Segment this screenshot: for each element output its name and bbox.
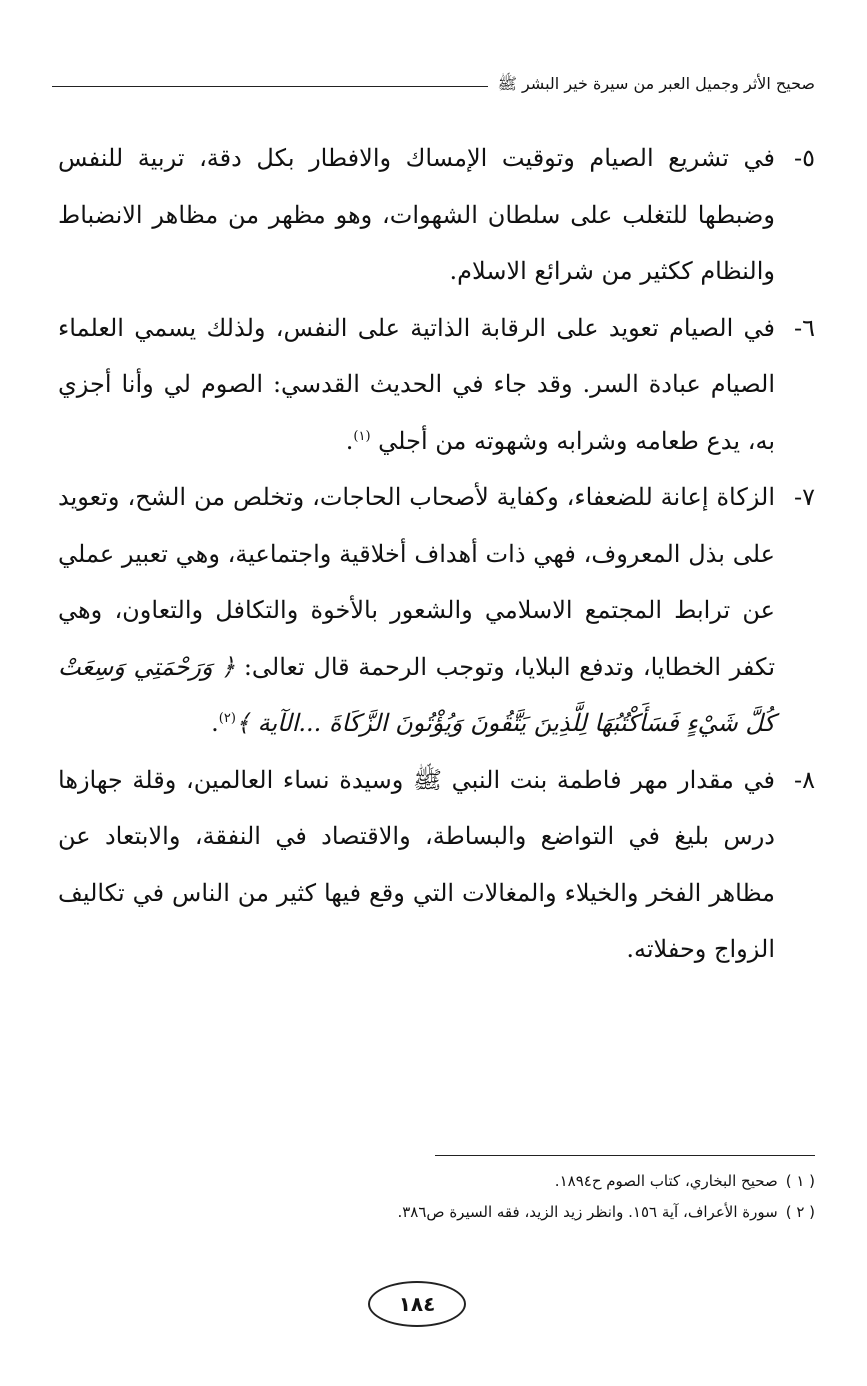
- footnote-1: [58, 1166, 815, 1197]
- paragraph-5: [58, 130, 815, 300]
- header-rule: [52, 86, 488, 87]
- paragraph-text: الزكاة إعانة للضعفاء، وكفاية لأصحاب الحاجات، وتخلص من الشح، وتعويد على بذل المعروف، فهي ذات أهداف أخلاقية واجتماعية، وهي تعبير عملي عن ترابط المجتمع الاسلامي والشعور بالأخوة والتكافل والتعاون، وهي تكفر الخطايا، وتدفع البلايا، وتوجب الرحمة قال تعالى:: [58, 483, 775, 681]
- quran-verse: ﴿ وَرَحْمَتِي وَسِعَتْ كُلَّ شَيْءٍ فَسَأَكْتُبُهَا لِلَّذِينَ يَتَّقُونَ وَيُؤْتُونَ الزَّكَاةَ ...الآية ﴾: [58, 652, 775, 737]
- running-header-title: صحيح الأثر وجميل العبر من سيرة خير البشر ﷺ: [497, 73, 815, 93]
- main-text: [58, 130, 815, 978]
- page-number: ١٨٤: [368, 1281, 466, 1327]
- footnote-reference[interactable]: (٢): [218, 711, 236, 726]
- paragraph-6: [58, 300, 815, 470]
- paragraph-text: في مقدار مهر فاطمة بنت النبي ﷺ وسيدة نساء العالمين، وقلة جهازها درس بليغ في التواضع والبساطة، والاقتصاد في النفقة، والابتعاد عن مظاهر الفخر والخيلاء والمغالات التي وقع فيها كثير من الناس في تكاليف الزواج وحفلاته.: [58, 765, 775, 963]
- paragraph-text: في الصيام تعويد على الرقابة الذاتية على النفس، ولذلك يسمي العلماء الصيام عبادة السر. وقد جاء في الحديث القدسي: الصوم لي وأنا أجزي به، يدع طعامه وشرابه وشهوته من أجلي: [58, 313, 775, 455]
- paragraph-number: ٧-: [794, 483, 815, 511]
- paragraph-number: ٦-: [794, 313, 815, 342]
- footnotes: [58, 1166, 815, 1228]
- footnote-separator: [435, 1155, 815, 1156]
- sentence-end: .: [211, 709, 219, 737]
- footnote-number: ( ٢ ): [785, 1203, 815, 1221]
- footnote-2: [58, 1197, 815, 1228]
- footnote-number: ( ١ ): [785, 1172, 815, 1190]
- footnote-text: صحيح البخاري، كتاب الصوم ح١٨٩٤.: [554, 1172, 778, 1190]
- sentence-end: .: [345, 426, 354, 455]
- paragraph-number: ٨-: [794, 765, 815, 794]
- running-header: [52, 72, 815, 98]
- paragraph-number: ٥-: [794, 144, 815, 172]
- footnote-text: سورة الأعراف، آية ١٥٦. وانظر زيد الزيد، فقه السيرة ص٣٨٦.: [397, 1203, 778, 1221]
- paragraph-7: [58, 469, 815, 752]
- paragraph-text: في تشريع الصيام وتوقيت الإمساك والافطار بكل دقة، تربية للنفس وضبطها للتغلب على سلطان الشهوات، وهو مظهر من مظاهر الانضباط والنظام ككثير من شرائع الاسلام.: [58, 144, 775, 285]
- footnote-reference[interactable]: (١): [353, 428, 371, 444]
- paragraph-8: [58, 752, 815, 978]
